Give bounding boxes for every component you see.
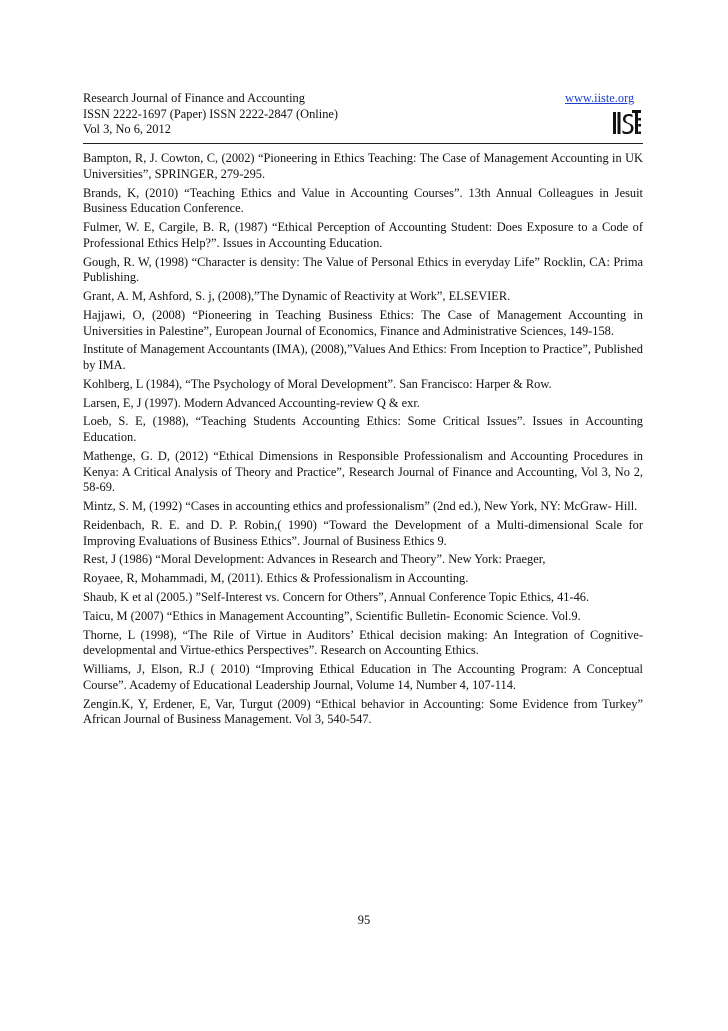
reference-list	[83, 151, 643, 731]
reference-item: Fulmer, W. E, Cargile, B. R, (1987) “Ethical Perception of Accounting Student: Does Exposure to a Code of Professional Ethics Help?”. Issues in Accounting Education.	[83, 220, 643, 250]
reference-item: Kohlberg, L (1984), “The Psychology of Moral Development”. San Francisco: Harper & Row.	[83, 376, 552, 391]
reference-item: Taicu, M (2007) “Ethics in Management Accounting”, Scientific Bulletin- Economic Science. Vol.9.	[83, 608, 581, 623]
iiste-logo-icon	[613, 109, 641, 137]
reference-item: Williams, J, Elson, R.J ( 2010) “Improving Ethical Education in The Accounting Program: A Conceptual Course”. Academy of Educational Leadership Journal, Volume 14, Number 4, 107-114.	[83, 662, 643, 692]
reference-item: Zengin.K, Y, Erdener, E, Var, Turgut (2009) “Ethical behavior in Accounting: Some Evidence from Turkey” African Journal of Business Management. Vol 3, 540-547.	[83, 696, 643, 727]
reference-item: Institute of Management Accountants (IMA), (2008),”Values And Ethics: From Inception to Practice”, Published by IMA.	[83, 342, 643, 372]
reference-item: Brands, K, (2010) “Teaching Ethics and Value in Accounting Courses”. 13th Annual Colleagues in Jesuit Business Education Conference.	[83, 185, 643, 216]
reference-item: Mintz, S. M, (1992) “Cases in accounting ethics and professionalism” (2nd ed.), New York, NY: McGraw- Hill.	[83, 499, 638, 514]
reference-item: Gough, R. W, (1998) “Character is density: The Value of Personal Ethics in everyday Life” Rocklin, CA: Prima Publishing.	[83, 254, 643, 285]
journal-title: Research Journal of Finance and Accounting	[83, 91, 305, 105]
iiste-logo	[613, 109, 641, 137]
reference-item: Shaub, K et al (2005.) ”Self-Interest vs. Concern for Others”, Annual Conference Topic Ethics, 41-46.	[83, 589, 590, 604]
reference-item: Reidenbach, R. E. and D. P. Robin,( 1990) “Toward the Development of a Multi-dimensional Scale for Improving Evaluations of Business Ethics”. Journal of Business Ethics 9.	[83, 517, 643, 548]
page-number: 95	[357, 913, 371, 927]
header-divider	[83, 143, 643, 144]
reference-item: Royaee, R, Mohammadi, M, (2011). Ethics & Professionalism in Accounting.	[83, 571, 469, 586]
reference-item: Larsen, E, J (1997). Modern Advanced Accounting-review Q & exr.	[83, 395, 420, 410]
reference-item: Bampton, R, J. Cowton, C, (2002) “Pioneering in Ethics Teaching: The Case of Management Accounting in UK Universities”, SPRINGER, 279-295.	[83, 151, 643, 181]
reference-item: Thorne, L (1998), “The Rile of Virtue in Auditors’ Ethical decision making: An Integration of Cognitive-developmental and Virtue-ethics Perspectives”. Research on Accounting Ethics.	[83, 627, 643, 658]
volume-line: Vol 3, No 6, 2012	[83, 122, 171, 136]
reference-item: Hajjawi, O, (2008) “Pioneering in Teaching Business Ethics: The Case of Management Accounting in Universities in Palestine”, European Journal of Economics, Finance and Administrative Sciences, 149-158.	[83, 307, 643, 338]
website-link[interactable]: www.iiste.org	[565, 91, 635, 105]
reference-item: Loeb, S. E, (1988), “Teaching Students Accounting Ethics: Some Critical Issues”. Issues in Accounting Education.	[83, 414, 643, 445]
reference-item: Rest, J (1986) “Moral Development: Advances in Research and Theory”. New York: Praeger,	[83, 552, 546, 567]
page-header	[83, 91, 643, 138]
issn-line: ISSN 2222-1697 (Paper) ISSN 2222-2847 (Online)	[83, 106, 339, 121]
reference-item: Mathenge, G. D, (2012) “Ethical Dimensions in Responsible Professionalism and Accounting Procedures in Kenya: A Critical Analysis of Theory and Practice”, Research Journal of Finance and Accounting, Vol 3, No 2, 58-69.	[83, 448, 643, 495]
reference-item: Grant, A. M, Ashford, S. j, (2008),”The Dynamic of Reactivity at Work”, ELSEVIER.	[83, 289, 511, 303]
